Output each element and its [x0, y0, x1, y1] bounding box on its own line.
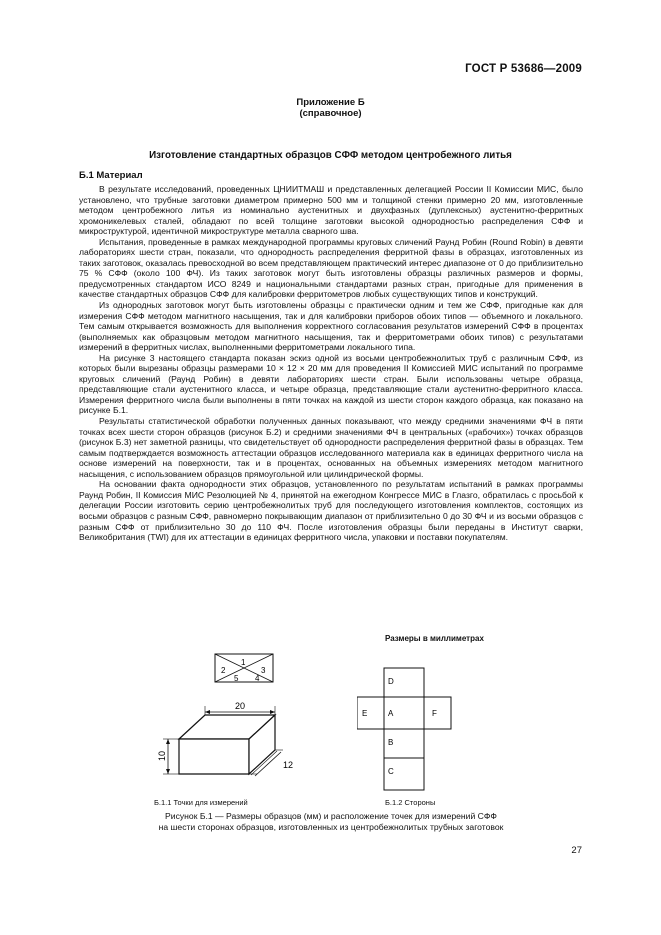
point-label: 2: [221, 666, 226, 675]
caption-line: Рисунок Б.1 — Размеры образцов (мм) и расположение точек для измерений СФФ: [165, 811, 497, 821]
paragraph: В результате исследований, проведенных ЦНИИТМАШ и представленных делегацией России II Комиссии МИС, было установлено, что трубные заготовки диаметром примерно 500 мм и толщиной стенки примерно 20 мм, изготовленные методом центробежного литья из номинально аустенитных и двухфазных (дуплексных) аустенитно-ферритных хромоникелевых сталей, обладают по всей толщине заготовки высокой однородностью распределения СФФ и микроструктурой, идентичной микроструктуре металла сварного шва.: [79, 184, 583, 237]
figure-caption: [79, 811, 583, 833]
paragraph: Из однородных заготовок могут быть изготовлены образцы с практически одним и тем же СФФ, пригодные как для измерения СФФ методом магнитного насыщения, так и для калибровки приборов обоих типов — объемного и локального. Тем самым открывается возможность для выполнения корректного согласования результатов измерений СФФ в процентах (выполняемых как образцовым методом магнитного насыщения, так и ферритометрами обоих типов) с результатами измерений в ферритных числах, выполненными ферритометрами локального типа.: [79, 300, 583, 353]
units-note: Размеры в миллиметрах: [385, 634, 484, 643]
face-label: E: [362, 709, 368, 718]
face-label: D: [388, 677, 394, 686]
paragraph: На основании факта однородности этих образцов, установленного по результатам испытаний в рамках программы Раунд Робин, II Комиссия МИС Резолюцией № 4, принятой на ежегодном Конгрессе МИС в Глазго, обратилась с просьбой к делегации России изготовить серию центробежнолитых труб для последующего изготовления комплектов, состоящих из восьми образцов с разным СФФ, равномерно покрывающим диапазон от приблизительно 0 до 30 ФЧ и из восьми образцов с разным СФФ от приблизительно 30 до 110 ФЧ. После изготовления образцы были переданы в Институт сварки, Великобритания (TWI) для их аттестации в единицах ферритного числа, упаковки и поставки покупателям.: [79, 479, 583, 543]
paragraph: Испытания, проведенные в рамках международной программы круговых сличений Раунд Робин (Round Robin) в девяти лабораториях шести стран, показали, что однородность распределения ферритной фазы в образцах, изготовленных из таких заготовок, оказалась превосходной во всем представляющем практический интерес диапазоне от 0 до приблизительно 75 % СФФ (около 100 ФЧ). Из таких заготовок могут быть изготовлены образцы различных размеров и формы, предусмотренных стандартом ИСО 8249 и национальными стандартами разных стран, пригодные для применения в качестве стандартных образцов СФФ для калибровки ферритометров любых существующих типов и конструкций.: [79, 236, 583, 300]
page-number: 27: [571, 845, 582, 856]
point-label: 4: [255, 674, 260, 683]
faces-net: [357, 634, 497, 800]
dimension-width: 12: [283, 760, 294, 770]
face-label: F: [432, 709, 437, 718]
paragraph: На рисунке 3 настоящего стандарта показан эскиз одной из восьми центробежнолитых труб с различным СФФ, из которых были вырезаны образцы размерами 10 × 12 × 20 мм для проведения II Комиссией МИС испытаний по программе круговых сличений (Раунд Робин) в девяти лабораториях шести стран. Были использованы четыре образца, представляющие стали аустенитного класса, и четыре образца, представляющие стали аустенитно-ферритного класса. Измерения ферритного числа были выполнены в пяти точках на каждой из шести сторон каждого образца, как показано на рисунке Б.1.: [79, 352, 583, 416]
figure-b1: [79, 634, 583, 809]
annex-note: (справочное): [299, 108, 362, 119]
dimension-height: 10: [157, 750, 167, 761]
specimen-front: [179, 739, 249, 774]
section-heading: Б.1 Материал: [79, 170, 143, 181]
face-label: C: [388, 767, 394, 776]
point-label: 1: [241, 658, 246, 667]
face-f: [424, 697, 451, 729]
standard-number: ГОСТ Р 53686—2009: [465, 63, 582, 75]
caption-line: на шести сторонах образцов, изготовленных из центробежнолитых трубных заготовок: [158, 822, 504, 832]
face-label: B: [388, 738, 394, 747]
specimen-drawing: [79, 634, 309, 800]
annex-heading: Изготовление стандартных образцов СФФ методом центробежного литья: [149, 150, 512, 161]
point-label: 3: [261, 666, 266, 675]
paragraph: Результаты статистической обработки полученных данных показывают, что между средними значениями ФЧ в пяти точках всех шести сторон образцов (рисунок Б.2) и средними значениями ФЧ в центральных («рабочих») точках образцов (рисунок Б.3) нет заметной разницы, что свидетельствует об однородности распределения ферритной фазы в образцах. Тем самым подтверждается возможность аттестации образцов исследованного материала как в единицах ферритного числа на основе измерений на поверхности, так и в процентах, основанных на объемных измерениях методом магнитного насыщения, с использованием образцов прямоугольной или цилиндрической формы.: [79, 416, 583, 479]
face-label: A: [388, 709, 394, 718]
dimension-length: 20: [235, 701, 246, 711]
body-text: [79, 184, 583, 543]
subfigure-caption-1: Б.1.1 Точки для измерений: [154, 798, 248, 807]
annex-title: Приложение Б: [296, 97, 365, 108]
subfigure-caption-2: Б.1.2 Стороны: [385, 798, 436, 807]
point-label: 5: [234, 674, 239, 683]
